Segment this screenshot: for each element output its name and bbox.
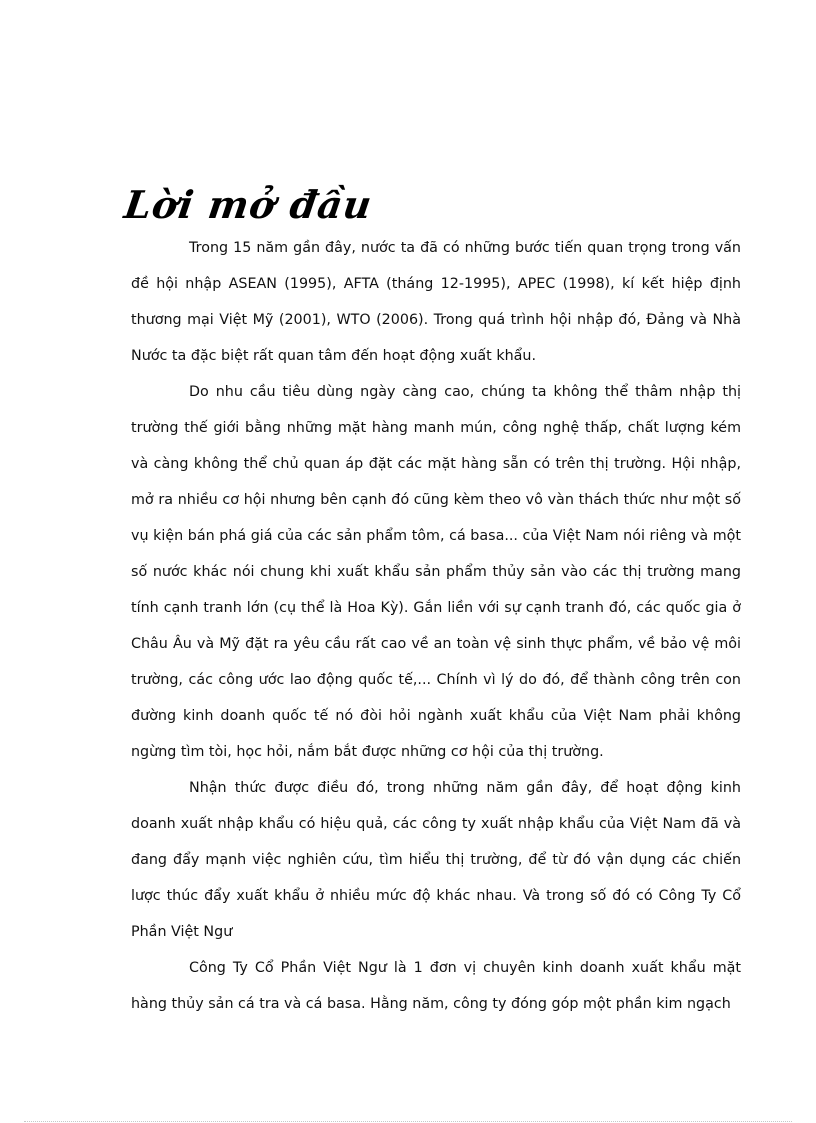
document-body	[131, 230, 741, 1022]
page-title: Lời mở đầu	[121, 182, 376, 227]
paragraph: Do nhu cầu tiêu dùng ngày càng cao, chúng ta không thể thâm nhập thị trường thế giới bằng những mặt hàng manh mún, công nghệ thấp, chất lượng kém và càng không thể chủ quan áp đặt các mặt hàng sẵn có trên thị trường. Hội nhập, mở ra nhiều cơ hội nhưng bên cạnh đó cũng kèm theo vô vàn thách thức như một số vụ kiện bán phá giá của các sản phẩm tôm, cá basa... của Việt Nam nói riêng và một số nước khác nói chung khi xuất khẩu sản phẩm thủy sản vào các thị trường mang tính cạnh tranh lớn (cụ thể là Hoa Kỳ). Gắn liền với sự cạnh tranh đó, các quốc gia ở Châu Âu và Mỹ đặt ra yêu cầu rất cao về an toàn vệ sinh thực phẩm, về bảo vệ môi trường, các công ước lao động quốc tế,... Chính vì lý do đó, để thành công trên con đường kinh doanh quốc tế nó đòi hỏi ngành xuất khẩu của Việt Nam phải không ngừng tìm tòi, học hỏi, nắm bắt được những cơ hội của thị trường.	[131, 384, 741, 760]
paragraph: Công Ty Cổ Phần Việt Ngư là 1 đơn vị chuyên kinh doanh xuất khẩu mặt hàng thủy sản cá tra và cá basa. Hằng năm, công ty đóng góp một phần kim ngạch	[131, 960, 741, 1012]
page-bottom-divider	[24, 1121, 792, 1122]
paragraph: Nhận thức được điều đó, trong những năm gần đây, để hoạt động kinh doanh xuất nhập khẩu có hiệu quả, các công ty xuất nhập khẩu của Việt Nam đã và đang đẩy mạnh việc nghiên cứu, tìm hiểu thị trường, để từ đó vận dụng các chiến lược thúc đẩy xuất khẩu ở nhiều mức độ khác nhau. Và trong số đó có Công Ty Cổ Phần Việt Ngư	[131, 780, 741, 940]
paragraph: Trong 15 năm gần đây, nước ta đã có những bước tiến quan trọng trong vấn đề hội nhập ASEAN (1995), AFTA (tháng 12-1995), APEC (1998), kí kết hiệp định thương mại Việt Mỹ (2001), WTO (2006). Trong quá trình hội nhập đó, Đảng và Nhà Nước ta đặc biệt rất quan tâm đến hoạt động xuất khẩu.	[131, 240, 741, 364]
